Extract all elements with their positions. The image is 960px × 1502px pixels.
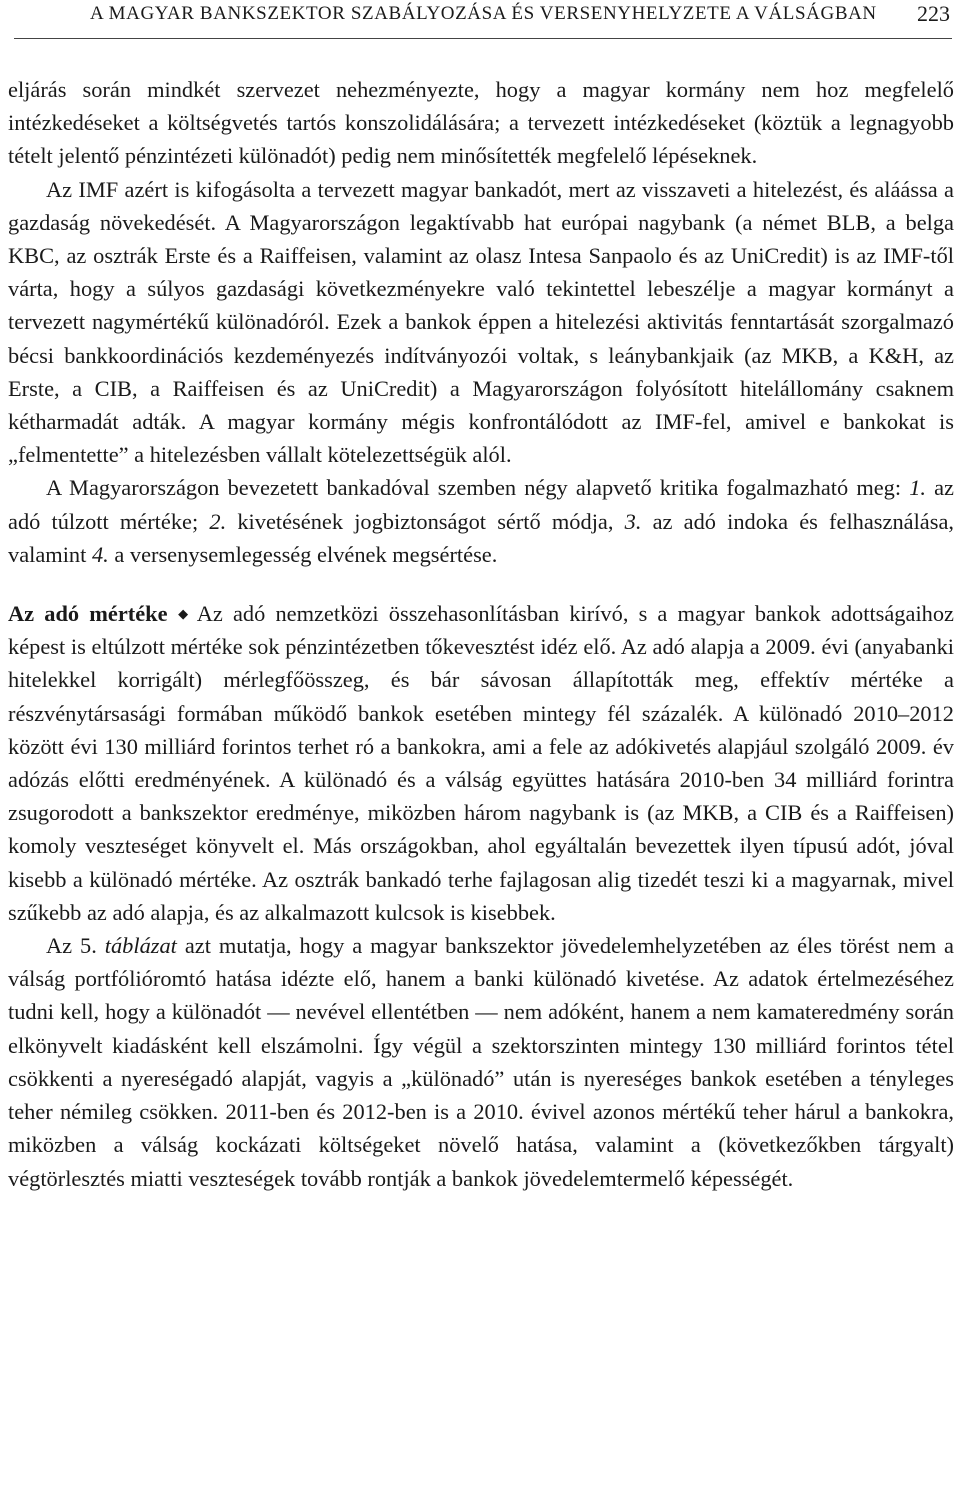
section-tax-rate <box>8 597 954 929</box>
running-header <box>14 2 952 34</box>
criticisms-lead: A Magyarországon bevezetett bankadóval szemben négy alapvető kritika fogalmazható meg: <box>46 475 910 501</box>
criticism-text-3: az adó indoka és felhasználása, valamint <box>8 508 954 567</box>
criticism-number-1: 1. <box>909 475 926 501</box>
paragraph-table-reference <box>8 929 954 1195</box>
paragraph-four-criticisms <box>8 471 954 571</box>
section-text: Az adó nemzetközi összehasonlításban kirívó, s a magyar bankok adottságaihoz képest is eltúlzott mértéke sok pénzintézetben tőkevesztést idéz elő. Az adó alapja a 2009. évi (anyabanki hitelekkel korrigált) mérlegfőösszeg, és bár sávosan állapították meg, effektív mértéke a részvénytársasági formában működő bankok esetében mintegy fél százalék. A különadó 2010–2012 között évi 130 milliárd forintos terhet ró a bankokra, ami a fele az adókivetés alapjául szolgáló 2009. év adózás előtti eredményének. A különadó és a válság együttes hatására 2010-ben 34 milliárd forintra zsugorodott a bankszektor eredménye, miközben három nagybank is (az MKB, a CIB és a Raiffeisen) komoly veszteséget könyvelt el. Más országokban, ahol egyáltalán bevezettek ilyen típusú adót, jóval kisebb a különadó mértéke. Az osztrák bankadó terhe fajlagosan alig tizedét teszi ki a magyarnak, mivel szűkebb az adó alapja, és az alkalmazott kulcsok is kisebbek. <box>8 601 954 925</box>
table-ref-text: azt mutatja, hogy a magyar bankszektor jövedelemhelyzetében az éles törést nem a válság portfólióromtó hatása idézte elő, hanem a banki különadó kivetése. Az adatok értelmezéséhez tudni kell, hogy a különadót — nevével ellentétben — nem adóként, hanem a nem kamateredmény során elkönyvelt kiadásként kell elszámolni. Így végül a szektorszinten mintegy 130 milliárd forintos tétel csökkenti a nyereségadó alapját, vagyis a „különadó” után is nyereséges bankok esetében a tényleges teher némileg csökken. 2011-ben és 2012-ben is a 2010. évivel azonos mértékű teher hárul a bankokra, miközben a válság kockázati költségeket növelő hatása, valamint a (következőkben tárgyalt) végtörlesztés miatti veszteségek tovább rontják a bankok jövedelemtermelő képességét. <box>8 933 954 1191</box>
criticism-text-2: kivetésének jogbiztonságot sértő módja, <box>226 508 625 534</box>
criticism-text-4: a versenysemlegesség elvének megsértése. <box>108 541 498 567</box>
section-heading: Az adó mértéke <box>8 601 168 627</box>
page-number: 223 <box>917 1 950 26</box>
criticism-number-3: 3. <box>624 508 642 534</box>
header-rule <box>14 38 952 39</box>
paragraph-imf-criticism: Az IMF azért is kifogásolta a tervezett magyar bankadót, mert az visszaveti a hitelezést, és aláássa a gazdaság növekedését. A Magyarországon legaktívabb hat európai nagybank (a német BLB, a belga KBC, az osztrák Erste és a Raiffeisen, valamint az olasz Intesa Sanpaolo és az UniCredit) is az IMF-től várta, hogy a súlyos gazdasági következményekre való tekintettel lebeszélje a magyar kormányt a tervezett nagymértékű különadóról. Ezek a bankok éppen a hitelezési aktivitás fenntartását szorgalmazó bécsi bankkoordinációs kezdeményezés indítványozói voltak, s leánybankjaik (az MKB, a K&H, az Erste, a CIB, a Raiffeisen és az UniCredit) a Magyarországon folyósított hitelállomány csaknem kétharmadát adták. A magyar kormány mégis konfrontálódott az IMF-fel, amivel e bankokat is „felmentette” a hitelezésben vállalt kötelezettségük alól. <box>8 176 954 468</box>
paragraph-continued: eljárás során mindkét szervezet nehezményezte, hogy a magyar kormány nem hoz megfelelő intézkedéseket a költségvetés tartós konszolidálására; a tervezett intézkedéseket (köztük a legnagyobb tételt jelentő pénzintézeti különadót) pedig nem minősítették megfelelő lépéseknek. <box>8 77 954 169</box>
criticism-number-4: 4. <box>91 541 109 567</box>
table-ref-link: táblázat <box>104 933 177 959</box>
criticism-text-1: az adó túlzott mértéke; <box>8 475 954 534</box>
running-title: A MAGYAR BANKSZEKTOR SZABÁLYOZÁSA ÉS VERSENYHELYZETE A VÁLSÁGBAN <box>90 3 877 24</box>
criticism-number-2: 2. <box>209 508 227 534</box>
table-ref-lead: Az 5. <box>46 933 105 959</box>
diamond-bullet-icon: ◆ <box>173 606 193 622</box>
body-text <box>8 73 954 1195</box>
